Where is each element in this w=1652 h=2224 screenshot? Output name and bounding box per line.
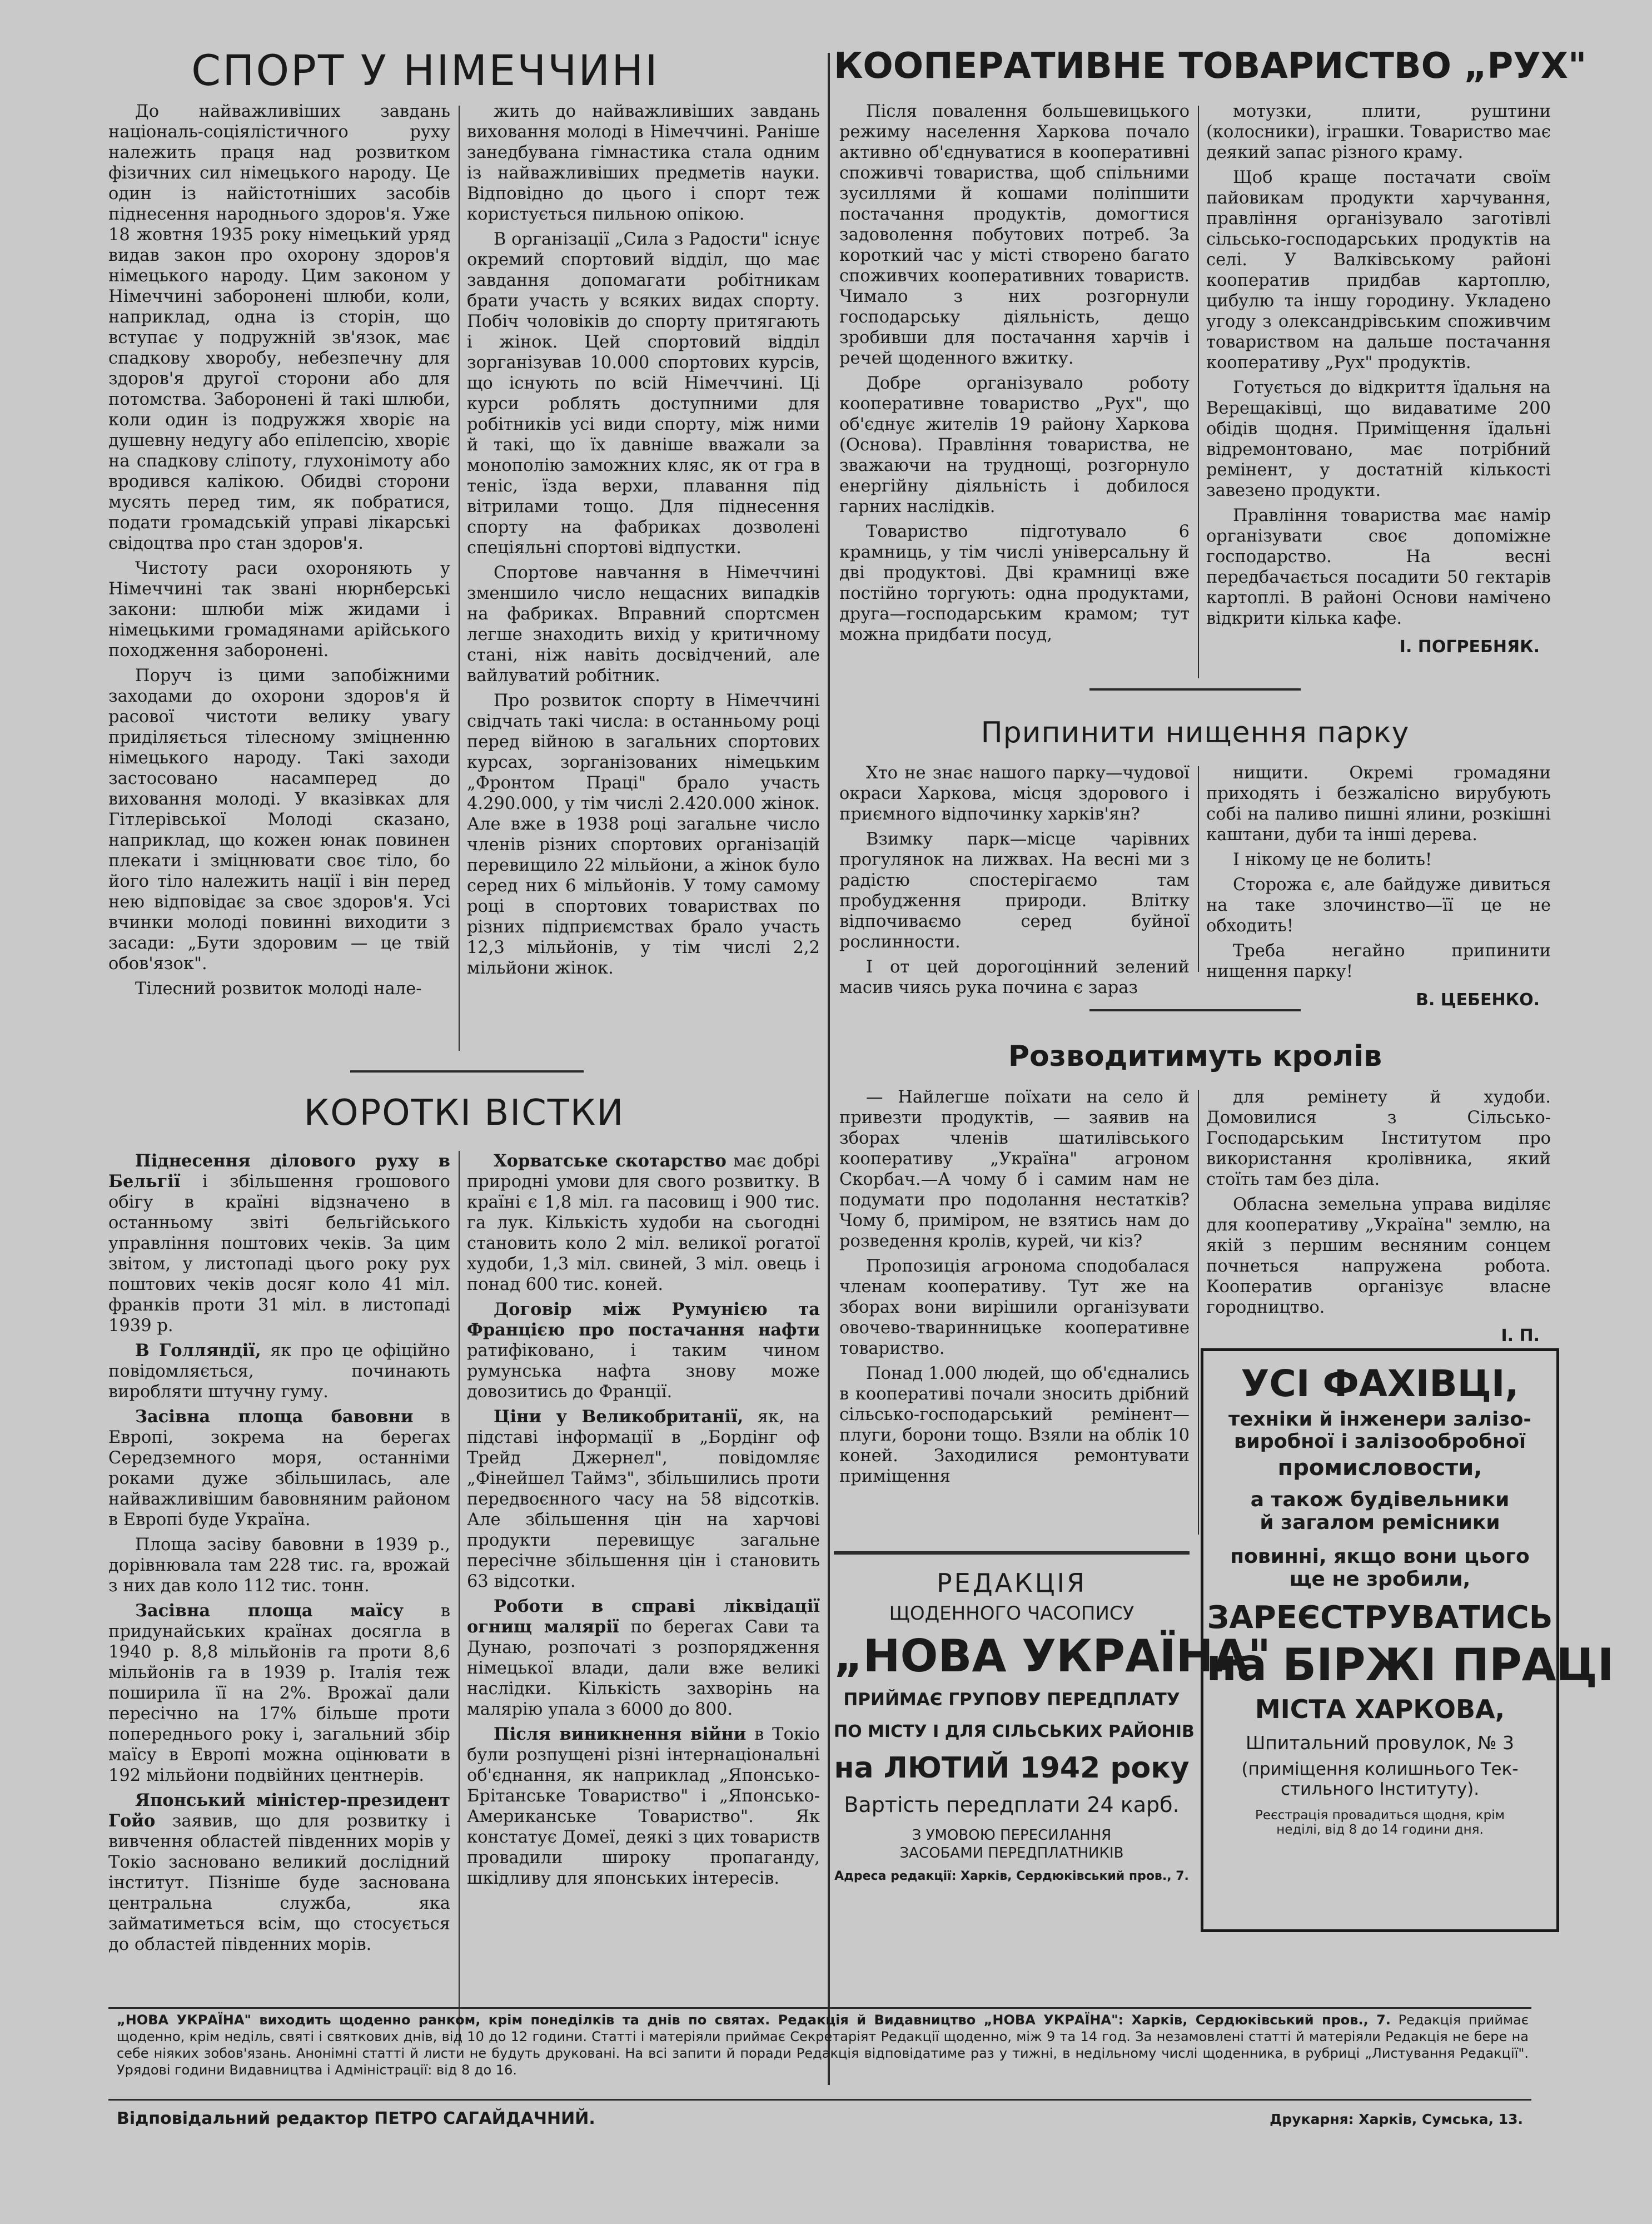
imprint: „НОВА УКРАЇНА" виходить щоденно ранком, крім понеділків та днів по святах. Редакція й Видавництво „НОВА УКРАЇНА": Харків, Сердюківський пров., 7. Редакція приймає щоденно, крім неділь, святі і святкових днів, від 10 до 12 години. Статті і матеріяли приймає Секретаріят Редакції щоденно, між 9 та 14 год. За незамовлені статті й матеріяли Редакція не бере на себе ніяких зобов'язань. Анонімні статті й листи не будуть друковані. На всі запити й поради Редакція відповідатиме раз у тижні, в недільному числі щоденника, в рубриці „Листування Редакції". Урядові години Видавництва і Адміністрації: від 8 до 16. <box>117 2012 1529 2078</box>
ruh-title: КООПЕРАТИВНЕ ТОВАРИСТВО „РУХ" <box>834 46 1587 87</box>
sport-title: СПОРТ У НІМЕЧЧИНІ <box>191 46 659 95</box>
sport-bottom-rule <box>350 1070 584 1073</box>
ad-subscription: РЕДАКЦІЯ ЩОДЕННОГО ЧАСОПИСУ „НОВА УКРАЇНА" ПРИЙМАЄ ГРУПОВУ ПЕРЕДПЛАТУ ПО МІСТУ І ДЛЯ СІЛЬСЬКИХ РАЙОНІВ на ЛЮТИЙ 1942 року Вартість передплати 24 карб. З УМОВОЮ ПЕРЕСИЛАННЯ ЗАСОБАМИ ПЕРЕДПЛАТНИКІВ Адреса редакції: Харків, Сердюківський пров., 7. <box>834 1568 1271 1883</box>
ad-labor: УСІ ФАХІВЦІ, техніки й інженери залізо- виробної і залізообробної промисловости, а також будівельники й загалом ремісники повинні, якщо вони цього ще не зробили, ЗАРЕЄСТРУВАТИСЬ на БІРЖІ ПРАЦІ МІСТА ХАРКОВА, Шпитальний провулок, № 3 (приміщення колишнього Тек- стильного Інституту). Реєстрація провадиться щодня, крім неділі, від 8 до 14 години дня. <box>1206 1362 1614 1837</box>
rabbits-col-2: для ремінету й худоби. Домовилися з Сільсько-Господарським Інститутом про використання кролівника, який стоїть там без діла. Обласна земельна управа виділяє для кооперативу „Україна" землю, на якій з першим весняним сонцем почнеться напружена робота. Кооператив організує власне городництво. І. П. <box>1206 1088 1551 1346</box>
ruh-col-1: Після повалення большевицького режиму населення Харкова почало активно об'єднуватися в кооперативні споживчі товариства, щоб спільними зусиллями й кошами поліпшити постачання продуктів, домогтися задоволення побутових потреб. За короткий час у місті створено багато споживчих кооперативних товариств. Чимало з них розгорнули господарську діяльність, дещо зробивши для постачання харчів і речей щоденного вжитку. Добре організувало роботу кооперативне товариство „Рух", що об'єднує жителів 19 району Харкова (Основа). Правління товариства, не зважаючи на труднощі, розгорнуло енергійну діяльність і добилося гарних наслідків. Товариство підготувало 6 крамниць, у тім числі універсальну й дві продуктові. Дві крамниці вже постійно торгують: одна продуктами, друга—господарським крамом; тут можна придбати посуд, <box>839 102 1190 644</box>
ruh-col-2: мотузки, плити, руштини (колосники), іграшки. Товариство має деякий запас різного краму. Щоб краще постачати своїм пайовикам продукти харчування, правління організувало заготівлі сільсько-господарських продуктів на селі. У Валківському районі кооператив придбав картоплю, цибулю та іншу городину. Укладено угоду з олександрівським споживчим товариством на дальше постачання кооперативу „Рух" продуктів. Готується до відкриття їдальня на Верещаківці, що видаватиме 200 обідів щодня. Приміщення їдальні відремонтовано, має потрібний ремінент, у достатній кількості завезено продукти. Правління товариства має намір організувати своє допоміжне господарство. На весні передбачається посадити 50 гектарів картоплі. В районі Основи намічено відкрити кілька кафе. І. ПОГРЕБНЯК. <box>1206 102 1551 657</box>
rabbits-col-1: — Найлегше поїхати на село й привезти продуктів, — заявив на зборах членів шатилівського кооперативу „Україна" агроном Скорбач.—А чому б і самим нам не подумати про подолання нестатків? Чому б, приміром, не взятись нам до розведення кролів, курей, чи кіз? Пропозиція агронома сподобалася членам кооперативу. Тут же на зборах вони вирішили організувати овочево-тваринницьке кооперативне товариство. Понад 1.000 людей, що об'єднались в кооперативі почали зносить дрібний сільсько-господарський ремінент—плуги, борони тощо. Взяли на облік 10 коней. Заходилися ремонтувати приміщення <box>839 1088 1190 1486</box>
rabbits-col-rule <box>1198 1090 1199 1535</box>
rabbits-signature: І. П. <box>1501 1326 1540 1346</box>
center-column-rule <box>828 53 830 2085</box>
news-item: Роботи в справі ліквідації огнищ малярії по берегах Сави та Дунаю, розпочаті з розпорядження німецької влади, дали вже великі наслідки. Кількість захворінь на малярію упала з 6000 до 800. <box>467 1596 820 1719</box>
news-item: Японський міністер-президент Гойо заявив, що для розвитку і вивчення областей південних морів у Токіо засновано великий дослідний інститут. Пізніше буде заснована центральна служба, яка займатиметься всім, що стосується до областей південних морів. <box>108 1790 450 1954</box>
news-item: Договір між Румунією та Францією про постачання нафти ратифіковано, і таким чином румунська нафта знову може довозитись до Франції. <box>467 1299 820 1402</box>
news-col-1 <box>108 1151 450 2049</box>
park-col-rule <box>1198 766 1199 972</box>
park-col-1: Хто не знає нашого парку—чудової окраси Харкова, місця здорового і приємного відпочинку харків'ян? Взимку парк—місце чарівних прогулянок на лижвах. На весні ми з радістю спостерігаємо там пробудження природи. Влітку відпочиваємо серед буйної рослинности. І от цей дорогоцінний зелений масив чиясь рука почина є зараз <box>839 763 1190 997</box>
news-item: Хорватське скотарство має добрі природні умови для свого розвитку. В країні є 1,8 міл. га пасовищ і 900 тис. га лук. Кількість худоби на сьогодні становить коло 2 міл. великої рогатої худоби, 1,3 міл. свиней, 3 міл. овець і понад 600 тис. коней. <box>467 1151 820 1294</box>
responsible-editor: Відповідальний редактор ПЕТРО САГАЙДАЧНИЙ. <box>117 2109 595 2128</box>
news-item: Площа засіву бавовни в 1939 р., дорівнювала там 228 тис. га, врожай з них дав коло 112 тис. тонн. <box>108 1535 450 1596</box>
sport-col-2: жить до найважливіших завдань виховання молоді в Німеччині. Раніше занедбувана гімнастика стала одним із найважливіших предметів науки. Відповідно до цього і спорт теж користується пильною опікою. В організації „Сила з Радости" існує окремий спортовий відділ, що має завдання допомагати робітникам брати участь у всяких видах спорту. Побіч чоловіків до спорту притягають і жінок. Цей спортовий відділ зорганізував 10.000 спортових курсів, що існують по всій Німеччині. Ці курси роблять доступними для робітників усі види спорту, між ними й такі, що їх давніше вважали за монополію заможних кляс, як от гра в теніс, їзда верхи, плавання під вітрилами тощо. Для піднесення спорту на фабриках дозволені спеціяльні спортові відпустки. Спортове навчання в Німеччині зменшило число нещасних випадків на фабриках. Вправний спортсмен легше знаходить вихід у критичному стані, ніж навіть досвідчений, але вайлуватий робітник. Про розвиток спорту в Німеччині свідчать такі числа: в останньому році перед війною в загальних спортових курсах, зорганізованих німецьким „Фронтом Праці" брало участь 4.290.000, у тім числі 2.420.000 жінок. Але вже в 1938 році загальне число членів різних спортових організацій перевищило 22 мільйони, а жінок було серед них 6 мільйонів. У тому самому році в спортових товариствах по різних підприємствах брало участь 12,3 мільйонів, у тім числі 2,2 мільйони жінок. <box>467 102 820 978</box>
park-col-2: нищити. Окремі громадяни приходять і безжалісно вирубують собі на паливо пишні ялини, розкішні каштани, дуби та інші дерева. І нікому це не болить! Сторожа є, але байдуже дивиться на таке злочинство—її це не обходить! Треба негайно припинити нищення парку! В. ЦЕБЕНКО. <box>1206 763 1551 1010</box>
ad-subscription-top-rule <box>834 1551 1190 1555</box>
park-bottom-rule <box>1089 1009 1301 1011</box>
footer-bottom-rule <box>108 2099 1531 2101</box>
ruh-signature: І. ПОГРЕБНЯК. <box>1399 637 1540 657</box>
news-item: Ціни у Великобританії, як, на підставі інформації в „Бордінг оф Трейд Джернел", повідомляє „Фінейшел Таймз", збільшились проти передвоєнного часу на 58 відсотків. Але збільшення цін на харчові продукти перевищує загальне пересічне збільшення цін і становить 63 відсотки. <box>467 1407 820 1591</box>
news-col-rule <box>459 1151 460 2046</box>
news-col-2 <box>467 1151 820 2049</box>
park-signature: В. ЦЕБЕНКО. <box>1416 990 1540 1010</box>
news-item: Засівна площа маїсу в придунайських країнах досягла в 1940 р. 8,8 мільйонів га проти 8,6 мільйонів га в 1939 р. Італія теж поширила її на 2%. Врожаї дали пересічно на 17% більше проти попереднього року і, загальний збір маїсу в Европі можна оцінювати в 192 мільйони подвійних центнерів. <box>108 1601 450 1785</box>
sport-col-rule <box>459 106 460 1051</box>
ruh-bottom-rule <box>1089 688 1301 691</box>
footer-top-rule <box>108 2007 1531 2009</box>
news-item: Засівна площа бавовни в Европі, зокрема на берегах Середземного моря, останніми роками дуже збільшилась, але найважливішим бавовняним районом в Европі буде Україна. <box>108 1407 450 1530</box>
news-item: В Голляндії, як про це офіційно повідомляється, починають виробляти штучну гуму. <box>108 1341 450 1402</box>
printer: Друкарня: Харків, Сумська, 13. <box>1270 2111 1523 2127</box>
sport-col-1: До найважливіших завдань національ-соціялістичного руху належить праця над розвитком фізичних сил німецького народу. Це один із найістотніших засобів піднесення народнього здоров'я. Уже 18 жовтня 1935 року німецький уряд видав закон про охорону здоров'я німецького народу. Цим законом у Німеччині заборонені шлюби, коли, наприклад, одна із сторін, що вступає у подружній зв'язок, має спадкову хворобу, небезпечну для здоров'я другої сторони або для потомства. Заборонені й такі шлюби, коли один із подружжя хворіє на душевну недугу або епілепсію, хворіє на спадкову сліпоту, глухонімоту або вродився калікою. Обидві сторони мусять перед тим, як побратися, подати громадській управі лікарські свідоцтва про стан здоров'я. Чистоту раси охороняють у Німеччині так звані нюрнберські закони: шлюби між жидами і німецькими громадянами арійського походження заборонені. Поруч із цими запобіжними заходами до охорони здоров'я й расової чистоти велику увагу приділяється тілесному зміцненню німецького народу. Такі заходи застосовано насамперед до виховання молоді. У вказівках для Гітлерівської Молоді сказано, наприклад, що кожен юнак повинен плекати і зміцнювати своє тіло, бо його тіло належить нації і він перед нею відповідає за своє здоров'я. Усі вчинки молоді повинні виходити з засади: „Бути здоровим — це твій обов'язок". Тілесний розвиток молоді нале- <box>108 102 450 999</box>
ruh-col-rule <box>1198 106 1199 678</box>
news-title: КОРОТКІ ВІСТКИ <box>303 1093 625 1134</box>
rabbits-title: Розводитимуть кролів <box>1008 1040 1382 1073</box>
park-title: Припинити нищення парку <box>981 716 1410 749</box>
news-item: Після виникнення війни в Токіо були розпущені різні інтернаціональні об'єднання, як наприклад „Японсько-Брітанське Товариство" і „Японсько-Американське Товариство". Як констатує Домеї, деякі з цих товариств провадили широку пропаганду, шкідливу для японських інтересів. <box>467 1724 820 1888</box>
news-item: Піднесення ділового руху в Бельгії і збільшення грошового обігу в країні відзначено в останньому звіті бельгійського управління поштових чеків. За цим звітом, у листопаді цього року рух поштових чеків досяг коло 41 міл. франків проти 31 міл. в листопаді 1939 р. <box>108 1151 450 1336</box>
